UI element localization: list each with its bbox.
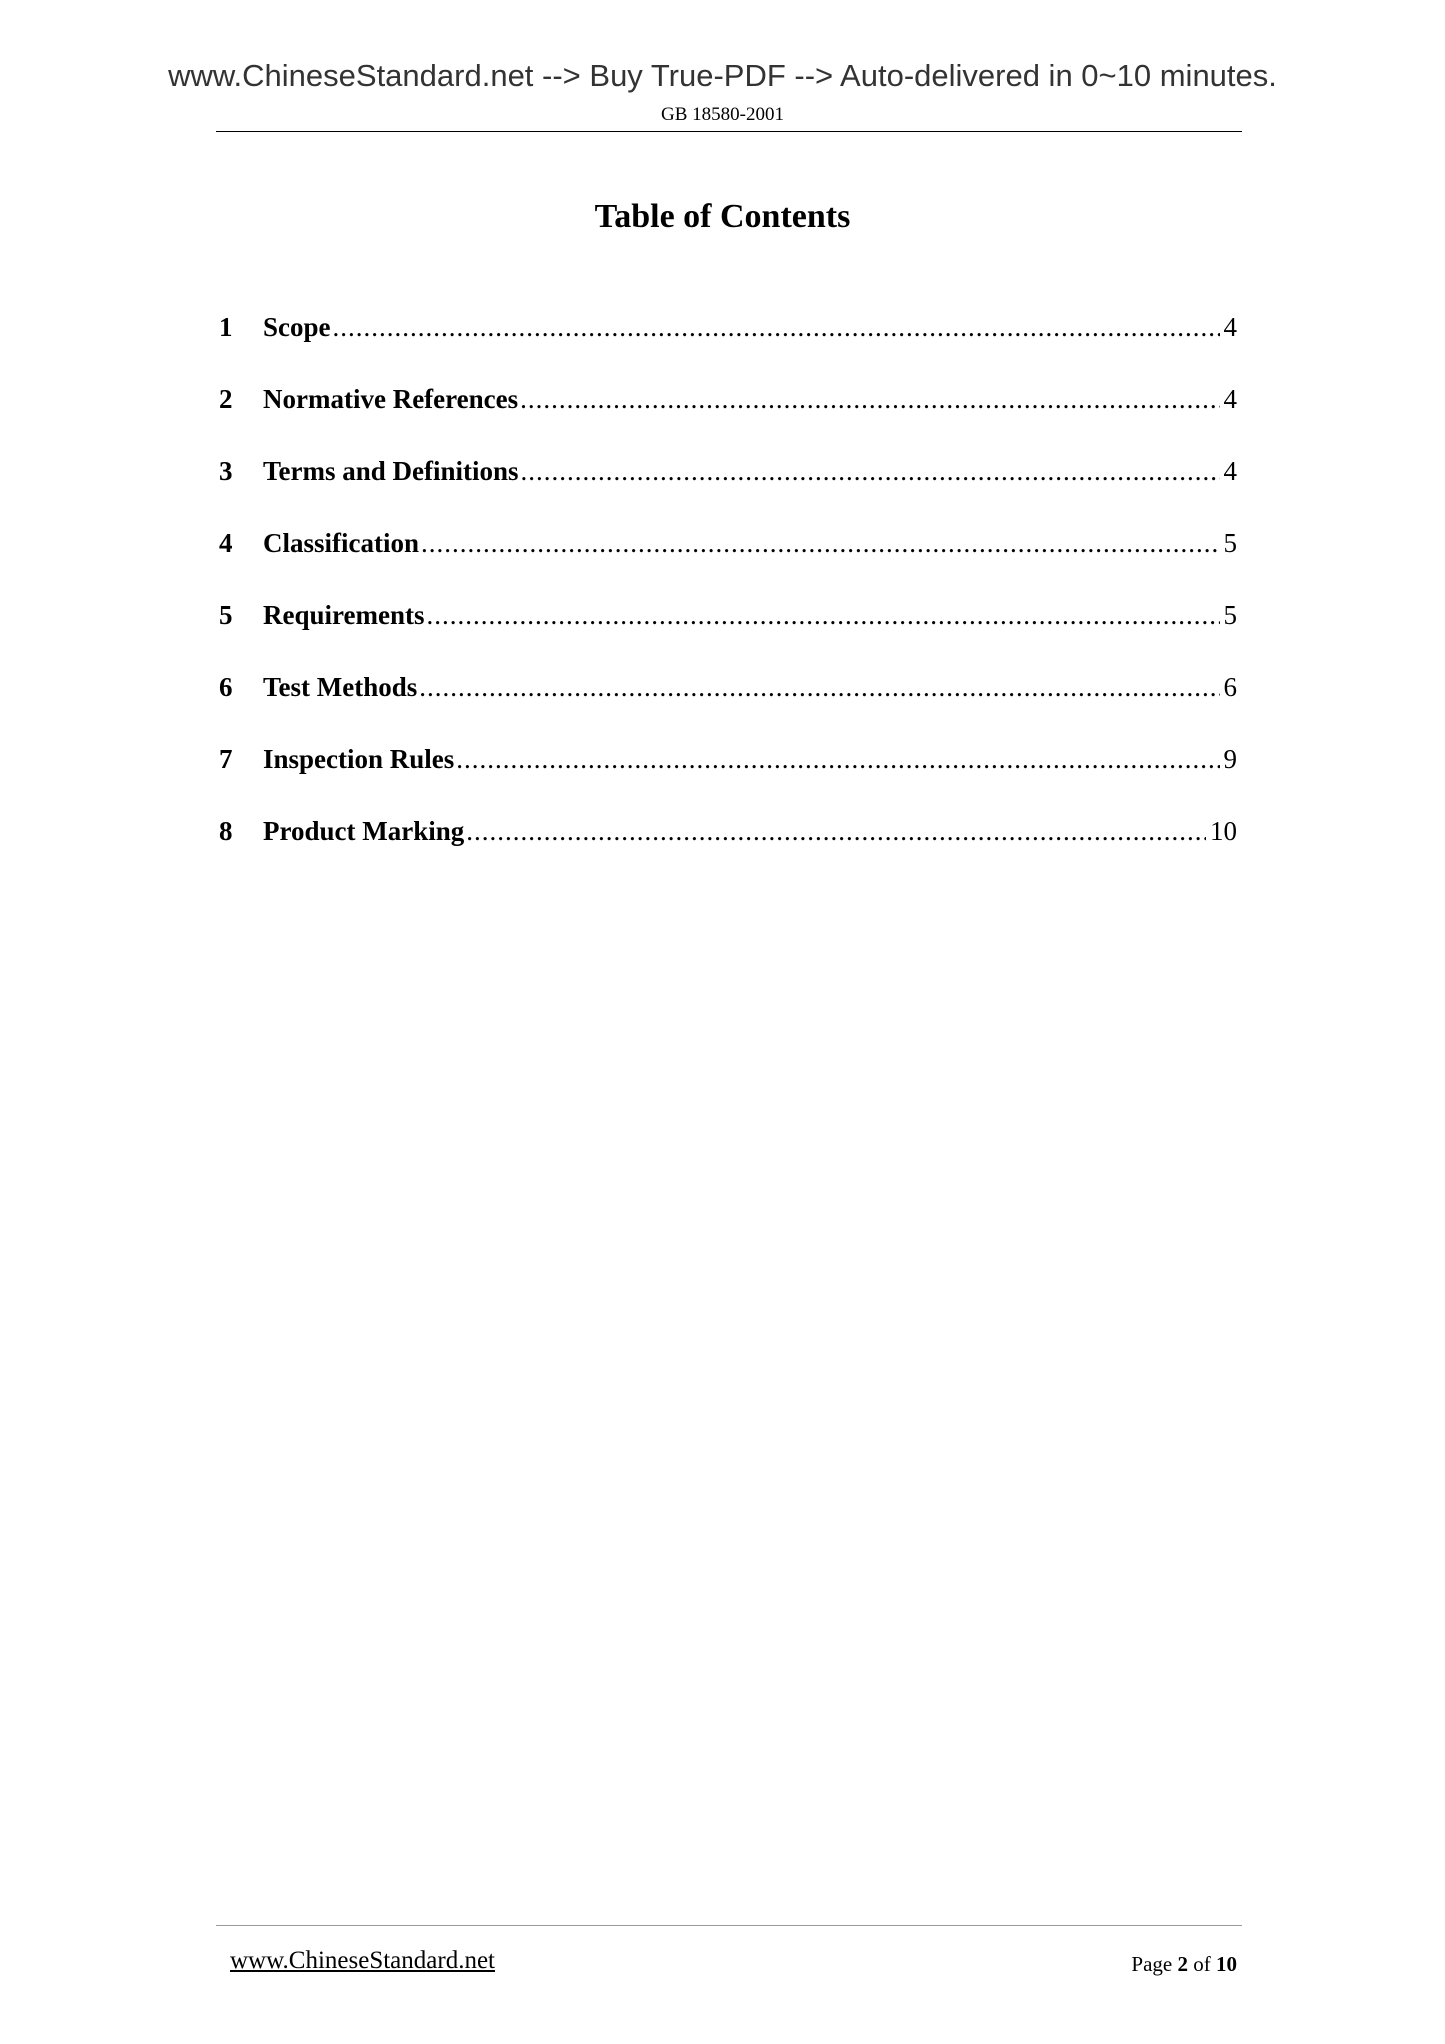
toc-entry-label: Normative References	[263, 384, 519, 414]
toc-entry-label: Classification	[263, 528, 420, 558]
toc-entry-classification[interactable]	[219, 528, 1237, 600]
toc-leader-dots	[520, 384, 1219, 415]
toc-entry-label: Terms and Definitions	[263, 456, 519, 486]
page-total: 10	[1216, 1952, 1237, 1976]
toc-entry-label: Inspection Rules	[263, 744, 455, 774]
toc-entry-page: 5	[1223, 528, 1237, 558]
toc-entry-number: 2	[219, 384, 233, 414]
footer-divider	[216, 1925, 1242, 1926]
document-code: GB 18580-2001	[661, 104, 784, 125]
toc-entry-number: 3	[219, 456, 233, 486]
toc-entry-page: 9	[1223, 744, 1237, 774]
toc-entry-label: Product Marking	[263, 816, 465, 846]
toc-leader-dots	[419, 672, 1219, 703]
toc-entry-number: 1	[219, 312, 233, 342]
toc-title: Table of Contents	[594, 198, 851, 235]
toc-entry-label: Scope	[263, 312, 331, 342]
toc-entry-page: 6	[1223, 672, 1237, 702]
toc-entry-label: Requirements	[263, 600, 425, 630]
table-of-contents	[219, 312, 1237, 888]
toc-entry-number: 7	[219, 744, 233, 774]
toc-entry-terms-and-definitions[interactable]	[219, 456, 1237, 528]
toc-entry-number: 8	[219, 816, 233, 846]
toc-leader-dots	[421, 528, 1219, 559]
toc-entry-requirements[interactable]	[219, 600, 1237, 672]
page-prefix: Page	[1131, 1952, 1173, 1976]
toc-entry-number: 5	[219, 600, 233, 630]
toc-entry-label: Test Methods	[263, 672, 418, 702]
toc-leader-dots	[466, 816, 1206, 847]
site-banner: www.ChineseStandard.net --> Buy True-PDF --> Auto-delivered in 0~10 minutes.	[168, 58, 1277, 93]
toc-entry-normative-references[interactable]	[219, 384, 1237, 456]
toc-entry-page: 4	[1223, 456, 1237, 486]
toc-leader-dots	[456, 744, 1219, 775]
toc-entry-page: 10	[1210, 816, 1237, 846]
toc-entry-test-methods[interactable]	[219, 672, 1237, 744]
page-indicator	[1131, 1952, 1237, 1977]
toc-leader-dots	[427, 600, 1220, 631]
toc-leader-dots	[333, 312, 1220, 343]
toc-leader-dots	[521, 456, 1220, 487]
page-of: of	[1193, 1952, 1211, 1976]
toc-entry-page: 5	[1223, 600, 1237, 630]
toc-entry-number: 4	[219, 528, 233, 558]
toc-entry-number: 6	[219, 672, 233, 702]
toc-entry-inspection-rules[interactable]	[219, 744, 1237, 816]
toc-entry-page: 4	[1223, 384, 1237, 414]
toc-entry-scope[interactable]	[219, 312, 1237, 384]
header-divider	[216, 131, 1242, 132]
toc-entry-product-marking[interactable]	[219, 816, 1237, 888]
footer-website-link[interactable]: www.ChineseStandard.net	[230, 1947, 495, 1974]
page-current: 2	[1177, 1952, 1188, 1976]
toc-entry-page: 4	[1223, 312, 1237, 342]
